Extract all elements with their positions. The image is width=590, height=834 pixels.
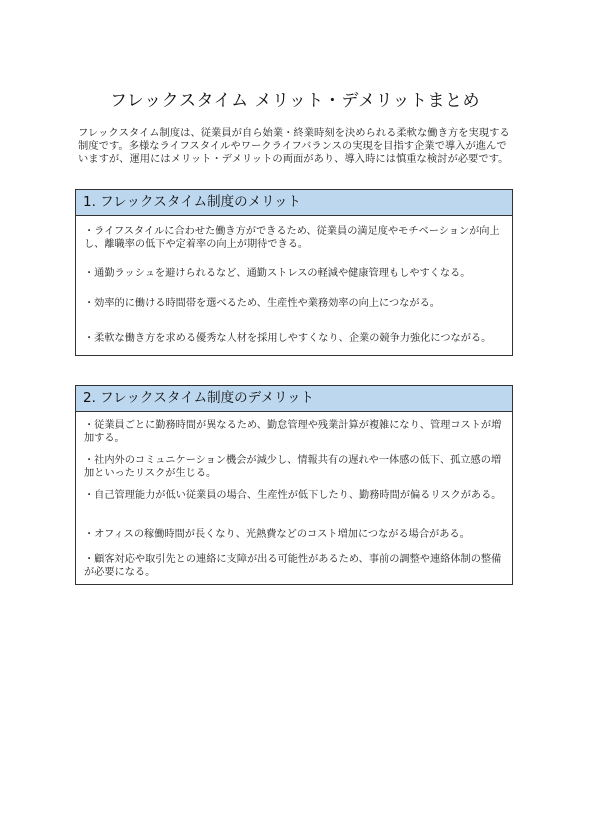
demerit-section-heading: 2. フレックスタイム制度のデメリット <box>76 386 512 412</box>
demerit-item: ・自己管理能力が低い従業員の場合、生産性が低下したり、勤務時間が偏るリスクがある。 <box>84 490 502 501</box>
merit-section <box>75 189 513 356</box>
merit-section-heading: 1. フレックスタイム制度のメリット <box>76 190 512 216</box>
intro-paragraph: フレックスタイム制度は、従業員が自ら始業・終業時刻を決められる柔軟な働き方を実現する制度です。多様なライフスタイルやワークライフバランスの実現を目指す企業で導入が進んでいますが、運用にはメリット・デメリットの両面があり、導入時には慎重な検討が必要です。 <box>78 127 510 165</box>
merit-item: ・柔軟な働き方を求める優秀な人材を採用しやすくなり、企業の競争力強化につながる。 <box>84 333 492 344</box>
demerit-item: ・社内外のコミュニケーション機会が減少し、情報共有の遅れや一体感の低下、孤立感の増加といったリスクが生じる。 <box>84 455 502 479</box>
demerit-item: ・顧客対応や取引先との連絡に支障が出る可能性があるため、事前の調整や連絡体制の整備が必要になる。 <box>84 554 502 578</box>
demerit-section <box>75 385 513 585</box>
merit-item: ・ライフスタイルに合わせた働き方ができるため、従業員の満足度やモチベーションが向上し、離職率の低下や定着率の向上が期待できる。 <box>84 226 500 250</box>
merit-item: ・通勤ラッシュを避けられるなど、通勤ストレスの軽減や健康管理もしやすくなる。 <box>84 268 471 279</box>
demerit-item: ・オフィスの稼働時間が長くなり、光熱費などのコスト増加につながる場合がある。 <box>84 529 470 540</box>
merit-item: ・効率的に働ける時間帯を選べるため、生産性や業務効率の向上につながる。 <box>84 298 440 309</box>
demerit-item: ・従業員ごとに勤務時間が異なるため、勤怠管理や残業計算が複雑になり、管理コストが増加する。 <box>84 420 502 444</box>
document-title: フレックスタイム メリット・デメリットまとめ <box>109 91 480 111</box>
